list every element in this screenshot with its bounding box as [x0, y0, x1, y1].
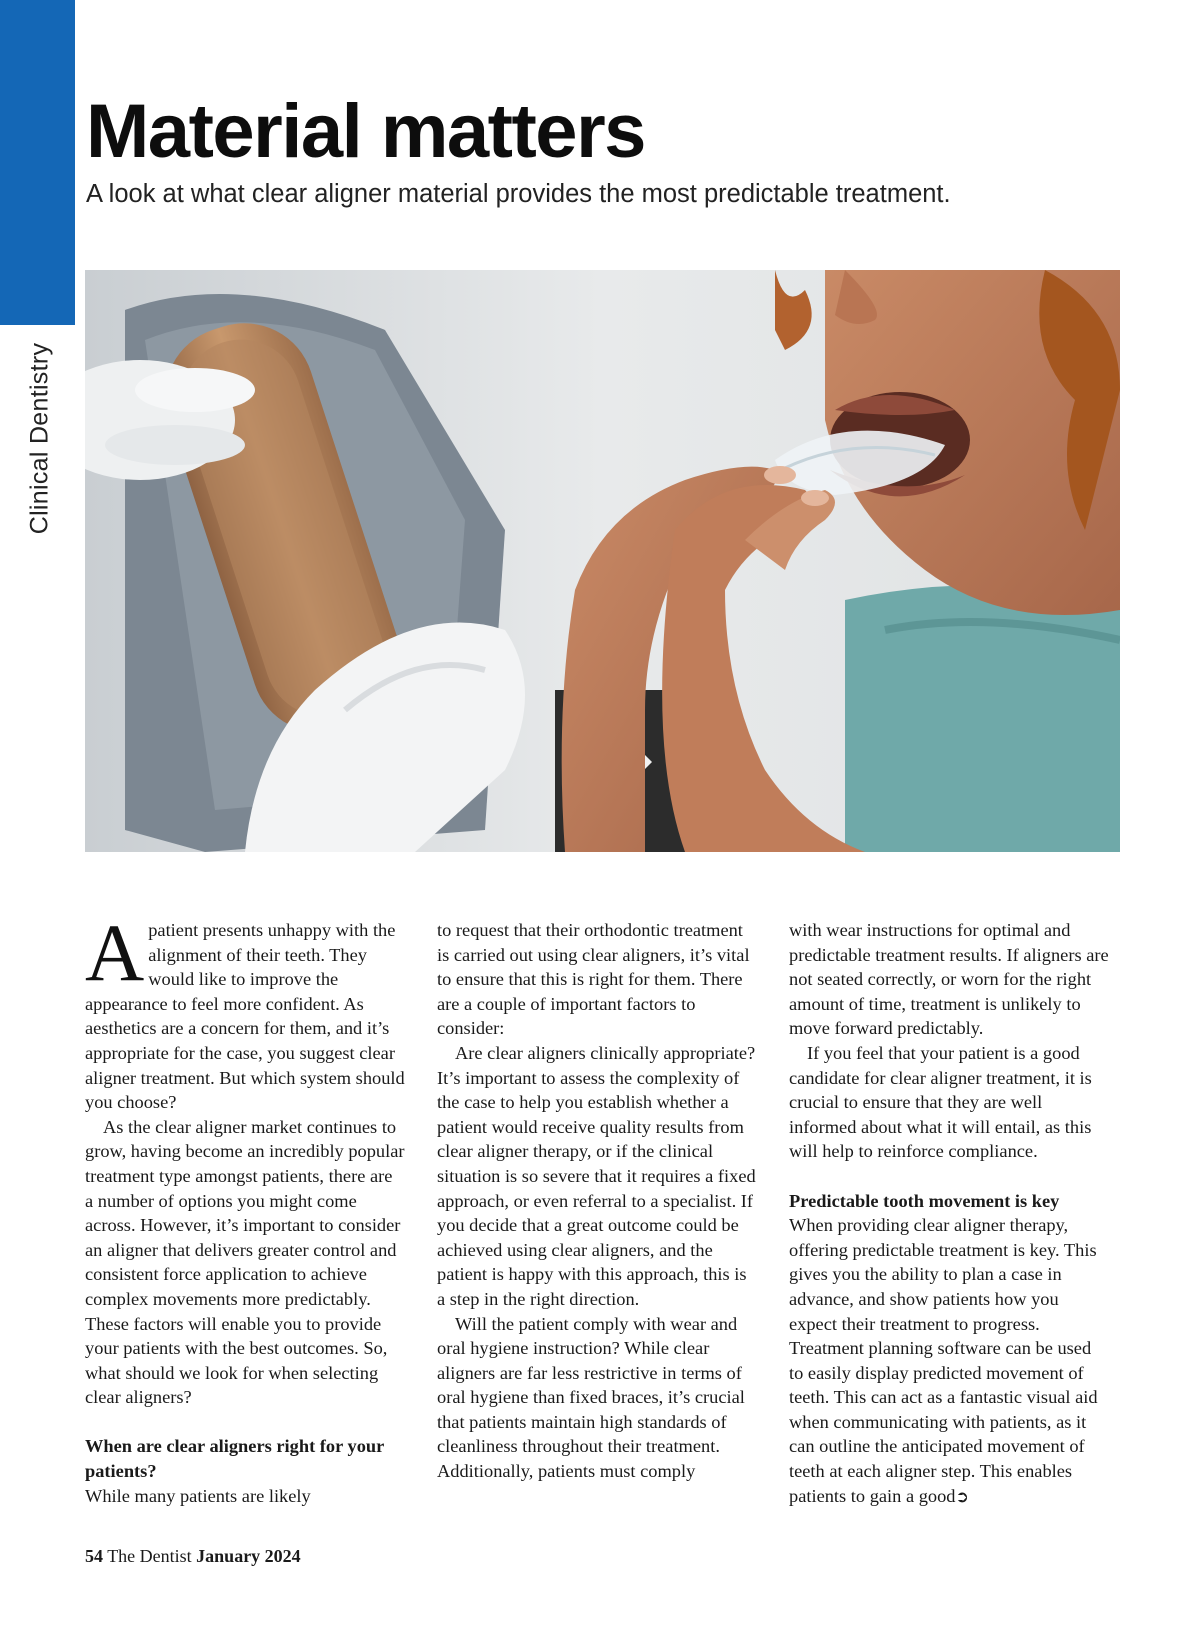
section-label	[18, 343, 62, 533]
paragraph-text: patient presents unhappy with the alignment of their teeth. They would like to improve the appearance to feel more confident. As aesthetics are a concern for them, and it’s appropriate for the case, you suggest clear aligner treatment. But which system should you choose?	[85, 920, 405, 1113]
paragraph: Will the patient comply with wear and oral hygiene instruction? While clear aligners are far less restrictive in terms of oral hygiene than fixed braces, it’s crucial that patients maintain high standards of cleanliness throughout their treatment. Additionally, patients must comply	[437, 1313, 745, 1482]
paragraph: As the clear aligner market continues to grow, having become an incredibly popular treatment type amongst patients, there are a number of options you might come across. However, it’s important to consider an aligner that delivers greater control and consistent force application to achieve complex movements more predictably. These factors will enable you to provide your patients with the best outcomes. So, what should we look for when selecting clear aligners?	[85, 1116, 405, 1408]
aligner-photo-illustration	[85, 270, 1120, 852]
page-footer	[85, 1546, 301, 1567]
paragraph	[789, 1213, 1109, 1509]
hero-image	[85, 270, 1120, 852]
article-title: Material matters	[86, 89, 645, 174]
continue-arrow-icon: ➲	[955, 1486, 969, 1506]
paragraph: Are clear aligners clinically appropriate? It’s important to assess the complexity of the case to help you establish whether a patient would receive quality results from clear aligner therapy, or if the clinical situation is so severe that it requires a fixed approach, or even referral to a specialist. If you decide that a great outcome could be achieved using clear aligners, and the patient is happy with this approach, this is a step in the right direction.	[437, 1042, 756, 1309]
drop-cap: A	[85, 907, 145, 998]
section-heading: Predictable tooth movement is key	[789, 1190, 1060, 1211]
paragraph: If you feel that your patient is a good candidate for clear aligner treatment, it is crucial to ensure that they are well informed about what it will entail, as this will help to reinforce compliance.	[789, 1042, 1092, 1162]
article-column-2	[437, 918, 757, 1484]
publication-name: The Dentist	[107, 1546, 192, 1566]
paragraph: with wear instructions for optimal and predictable treatment results. If aligners are not seated correctly, or worn for the right amount of time, treatment is unlikely to move forward predictably.	[789, 920, 1109, 1039]
page-number: 54	[85, 1546, 103, 1566]
article-column-1	[85, 907, 405, 1508]
section-color-bar	[0, 0, 75, 325]
article-subtitle: A look at what clear aligner material provides the most predictable treatment.	[86, 180, 951, 208]
paragraph	[85, 907, 405, 1115]
paragraph: to request that their orthodontic treatment is carried out using clear aligners, it’s vital to ensure that this is right for them. There are a couple of important factors to consider:	[437, 920, 750, 1039]
article-column-3	[789, 918, 1109, 1509]
issue-date: January 2024	[196, 1546, 301, 1566]
paragraph: While many patients are likely	[85, 1485, 311, 1506]
paragraph-text: When providing clear aligner therapy, offering predictable treatment is key. This gives you the ability to plan a case in advance, and show patients how you expect their treatment to progress. Treatment planning software can be used to easily display predicted movement of teeth. This can act as a fantastic visual aid when communicating with patients, as it can outline the anticipated movement of teeth at each aligner step. This enables patients to gain a good	[789, 1215, 1098, 1506]
section-heading: When are clear aligners right for your patients?	[85, 1436, 384, 1482]
section-label-text: Clinical Dentistry	[25, 342, 54, 534]
